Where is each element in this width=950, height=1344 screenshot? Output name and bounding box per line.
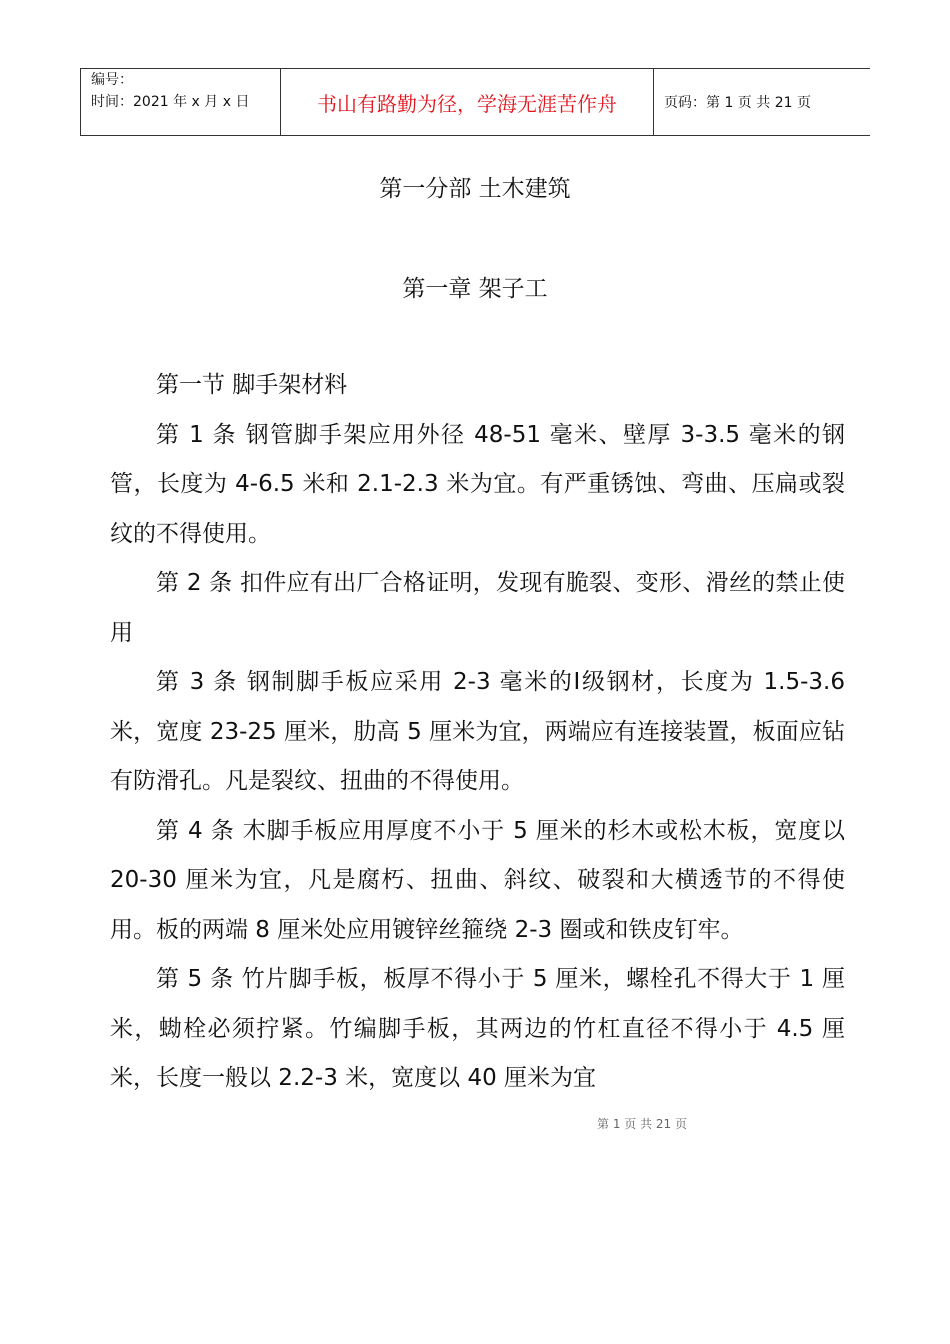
- page-footer: 第 1 页 共 21 页: [597, 1117, 687, 1131]
- part-title: 第一分部 土木建筑: [379, 176, 571, 202]
- article-2: 第 2 条 扣件应有出厂合格证明，发现有脆裂、变形、滑丝的禁止使用: [110, 570, 845, 646]
- chapter-title: 第一章 架子工: [402, 276, 548, 302]
- motto: 书山有路勤为径，学海无涯苦作舟: [281, 69, 654, 135]
- document-body: [110, 361, 845, 1104]
- article-1: 第 1 条 钢管脚手架应用外径 48-51 毫米、壁厚 3-3.5 毫米的钢管，长度为 4-6.5 米和 2.1-2.3 米为宜。有严重锈蚀、弯曲、压扁或裂纹的不得使用。: [110, 421, 845, 547]
- time-label: 时间：2021 年 x 月 x 日: [91, 94, 250, 110]
- article-5: 第 5 条 竹片脚手板，板厚不得小于 5 厘米，螺栓孔不得大于 1 厘米，蜐栓必须拧紧。竹编脚手板，其两边的竹杠直径不得小于 4.5 厘米，长度一般以 2.2-3 米，宽度以 40 厘米为宜: [110, 966, 845, 1091]
- article-3: 第 3 条 钢制脚手板应采用 2-3 毫米的Ⅰ级钢材，长度为 1.5-3.6 米，宽度 23-25 厘米，肋高 5 厘米为宜，两端应有连接装置，板面应钻有防滑孔。凡是裂纹、扭曲的不得使用。: [110, 669, 845, 794]
- header-table: [80, 68, 870, 136]
- article-4: 第 4 条 木脚手板应用厚度不小于 5 厘米的杉木或松木板，宽度以 20-30 厘米为宜，凡是腐朽、扭曲、斜纹、破裂和大横透节的不得使用。板的两端 8 厘米处应用镀锌丝箍绕 2-3 圈或和铁皮钉牢。: [110, 817, 845, 943]
- header-left-cell: [80, 69, 281, 135]
- page-info: 页码：第 1 页 共 21 页: [664, 95, 811, 111]
- section-title: 第一节 脚手架材料: [156, 372, 348, 398]
- number-label: 编号：: [91, 72, 133, 88]
